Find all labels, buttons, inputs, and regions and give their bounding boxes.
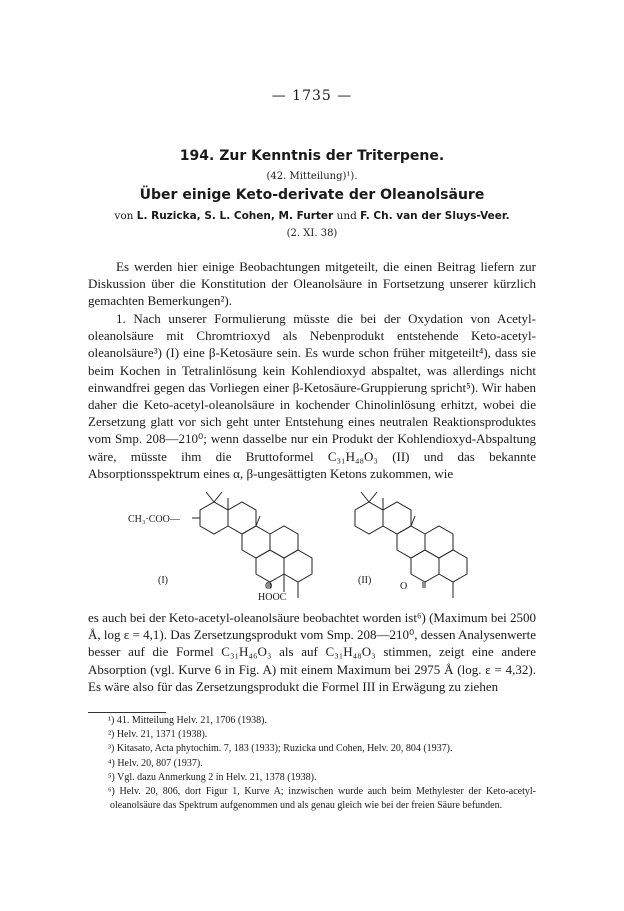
page-number: — 1735 — bbox=[271, 88, 353, 104]
acid-group-label: HOOC bbox=[258, 592, 287, 603]
authors-and: und bbox=[336, 210, 357, 222]
footnote-4: ⁴) Helv. 20, 807 (1937). bbox=[108, 757, 203, 769]
structure-II-rings bbox=[355, 492, 467, 598]
paragraph-continuation: es auch bei der Keto-acetyl-oleanolsäure beobachtet worden ist⁶) (Maximum bei 2500 Å, log ε = 4,1). Das Zersetzungsprodukt vom Smp. 208—210⁰, dessen Analysenwerte besser auf die Formel C₃₁H₄₆O₃ als auf C₃₁H₄₈O₃ stimmen, zeigt eine andere Absorption (vgl. Kurve 6 in Fig. A) mit einem Maximum bei 2975 Å (log. ε = 4,32). Es wäre also für das Zersetzungsprodukt die Formel III in Erwägung zu ziehen bbox=[88, 610, 536, 694]
keto-label-II: O bbox=[400, 581, 408, 592]
article-title: 194. Zur Kenntnis der Triterpene. bbox=[179, 148, 445, 164]
keto-label-I: O bbox=[265, 581, 273, 592]
footnote-3: ³) Kitasato, Acta phytochim. 7, 183 (1933); Ruzicka und Cohen, Helv. 20, 804 (1937). bbox=[108, 743, 453, 755]
footnote-6: ⁶) Helv. 20, 806, dort Figur 1, Kurve A; inzwischen wurde auch beim Methylester der Keto-acetyl-oleanolsäure das Spektrum aufgenommen und als genau gleich wie bei der freien Säure befunden. bbox=[108, 786, 536, 812]
paragraph-intro: Es werden hier einige Beobachtungen mitgeteilt, die einen Beitrag liefern zur Diskussion über die Konstitution der Oleanolsäure in Fortsetzung unserer kürzlich gemachten Bemerkungen²). bbox=[88, 259, 536, 309]
mitteilung-note: (42. Mitteilung)¹). bbox=[266, 171, 358, 182]
structure-label-II: (II) bbox=[358, 575, 372, 586]
author-names-2: F. Ch. van der Sluys-Veer. bbox=[360, 210, 510, 222]
article-subtitle: Über einige Keto-derivate der Oleanolsäure bbox=[139, 187, 485, 203]
received-date: (2. XI. 38) bbox=[286, 228, 338, 239]
footnotes bbox=[88, 714, 536, 813]
structure-label-I: (I) bbox=[158, 575, 168, 586]
structure-I-rings bbox=[192, 492, 312, 598]
acetyl-group-label: CH₃·COO— bbox=[128, 514, 180, 525]
structural-formulas-figure bbox=[100, 488, 530, 603]
authors-line bbox=[0, 210, 624, 222]
paragraph-section-1: 1. Nach unserer Formulierung müsste die bei der Oxydation von Acetyl-oleanolsäure mit Chromtrioxyd als Nebenprodukt entstehende Keto-acetyl-oleanolsäure³) (I) eine β-Ketosäure sein. Es wurde schon früher mitgeteilt⁴), dass sie beim Kochen in Tetralinlösung kein Kohlendioxyd abspaltet, was allerdings nicht einwandfrei gegen das Vorliegen einer β-Ketosäure-Gruppierung spricht⁵). Wir haben daher die Keto-acetyl-oleanolsäure in kochender Chinolinlösung erhitzt, wobei die Zersetzung glatt vor sich geht unter Entstehung eines neutralen Reaktionsproduktes vom Smp. 208—210⁰; wenn dasselbe nur ein Produkt der Kohlendioxyd-Abspaltung wäre, müsste ihm die Bruttoformel C₃₁H₄₈O₃ (II) und das bekannte Absorptionsspektrum eines α, β-ungesättigten Ketons zukommen, wie bbox=[88, 311, 536, 481]
authors-prefix: von bbox=[114, 210, 134, 222]
footnote-5: ⁵) Vgl. dazu Anmerkung 2 in Helv. 21, 1378 (1938). bbox=[108, 771, 317, 783]
footnote-1: ¹) 41. Mitteilung Helv. 21, 1706 (1938). bbox=[108, 715, 267, 726]
footnote-separator bbox=[88, 712, 166, 713]
footnote-2: ²) Helv. 21, 1371 (1938). bbox=[108, 729, 208, 741]
author-names-1: L. Ruzicka, S. L. Cohen, M. Furter bbox=[136, 210, 334, 222]
